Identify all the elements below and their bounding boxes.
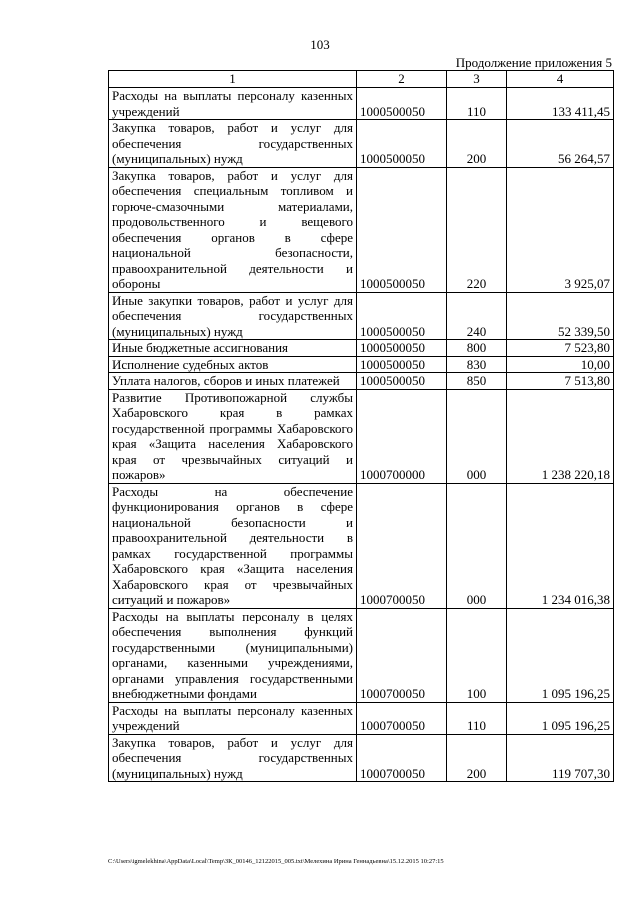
table-row: [109, 356, 614, 373]
row-code: 1000500050: [357, 340, 447, 357]
row-name: Закупка товаров, работ и услуг для обеспечения государственных (муниципальных) нужд: [109, 734, 357, 782]
header-row: [109, 71, 614, 88]
row-name: Развитие Противопожарной службы Хабаровского края в рамках государственной программы Хабаровского края «Защита населения Хабаровского края от чрезвычайных ситуаций и пожаров»: [109, 389, 357, 483]
row-amount: 1 095 196,25: [507, 608, 614, 702]
row-type: 830: [447, 356, 507, 373]
table-row: [109, 120, 614, 168]
row-name: Закупка товаров, работ и услуг для обеспечения государственных (муниципальных) нужд: [109, 120, 357, 168]
row-type: 220: [447, 167, 507, 292]
file-path-footer: C:\Users\igmelekhina\AppData\Local\Temp\ЗК_00146_12122015_005.txt\Мелехина Ирина Геннадьевна\15.12.2015 10:27:15: [108, 858, 444, 865]
row-amount: 10,00: [507, 356, 614, 373]
budget-table: [108, 70, 614, 782]
row-code: 1000500050: [357, 167, 447, 292]
table-row: [109, 483, 614, 608]
row-name: Расходы на выплаты персоналу казенных учреждений: [109, 88, 357, 120]
row-amount: 133 411,45: [507, 88, 614, 120]
row-type: 110: [447, 702, 507, 734]
row-amount: 1 234 016,38: [507, 483, 614, 608]
row-amount: 7 523,80: [507, 340, 614, 357]
table-row: [109, 608, 614, 702]
row-amount: 56 264,57: [507, 120, 614, 168]
row-code: 1000700050: [357, 483, 447, 608]
row-amount: 7 513,80: [507, 373, 614, 390]
row-name: Иные закупки товаров, работ и услуг для обеспечения государственных (муниципальных) нужд: [109, 292, 357, 340]
row-amount: 52 339,50: [507, 292, 614, 340]
table-row: [109, 373, 614, 390]
table-row: [109, 340, 614, 357]
row-name: Уплата налогов, сборов и иных платежей: [109, 373, 357, 390]
table-row: [109, 734, 614, 782]
row-code: 1000500050: [357, 88, 447, 120]
table-row: [109, 702, 614, 734]
row-name: Расходы на выплаты персоналу казенных учреждений: [109, 702, 357, 734]
row-code: 1000500050: [357, 373, 447, 390]
table-row: [109, 88, 614, 120]
header-cell: 2: [357, 71, 447, 88]
row-code: 1000500050: [357, 120, 447, 168]
row-name: Иные бюджетные ассигнования: [109, 340, 357, 357]
row-name: Закупка товаров, работ и услуг для обеспечения специальным топливом и горюче-смазочными материалами, продовольственного и вещевого обеспечения органов в сфере национальной безопасности, правоохранительной деятельности и обороны: [109, 167, 357, 292]
table-row: [109, 389, 614, 483]
row-code: 1000700050: [357, 702, 447, 734]
row-type: 000: [447, 483, 507, 608]
row-amount: 1 095 196,25: [507, 702, 614, 734]
row-amount: 3 925,07: [507, 167, 614, 292]
row-code: 1000500050: [357, 356, 447, 373]
row-type: 110: [447, 88, 507, 120]
row-name: Расходы на обеспечение функционирования органов в сфере национальной безопасности и правоохранительной деятельности в рамках государственной программы Хабаровского края «Защита населения Хабаровского края от чрезвычайных ситуаций и пожаров»: [109, 483, 357, 608]
table-row: [109, 292, 614, 340]
row-type: 000: [447, 389, 507, 483]
row-type: 200: [447, 120, 507, 168]
row-code: 1000700000: [357, 389, 447, 483]
row-code: 1000500050: [357, 292, 447, 340]
row-type: 100: [447, 608, 507, 702]
page-number: 103: [310, 37, 330, 52]
header-cell: 4: [507, 71, 614, 88]
row-code: 1000700050: [357, 608, 447, 702]
row-name: Исполнение судебных актов: [109, 356, 357, 373]
header-cell: 3: [447, 71, 507, 88]
row-type: 850: [447, 373, 507, 390]
header-cell: 1: [109, 71, 357, 88]
row-name: Расходы на выплаты персоналу в целях обеспечения выполнения функций государственными (муниципальными) органами, казенными учреждениями, органами управления государственными внебюджетными фондами: [109, 608, 357, 702]
row-amount: 119 707,30: [507, 734, 614, 782]
table-row: [109, 167, 614, 292]
row-code: 1000700050: [357, 734, 447, 782]
row-type: 200: [447, 734, 507, 782]
row-amount: 1 238 220,18: [507, 389, 614, 483]
continuation-caption: Продолжение приложения 5: [455, 55, 612, 70]
row-type: 800: [447, 340, 507, 357]
row-type: 240: [447, 292, 507, 340]
